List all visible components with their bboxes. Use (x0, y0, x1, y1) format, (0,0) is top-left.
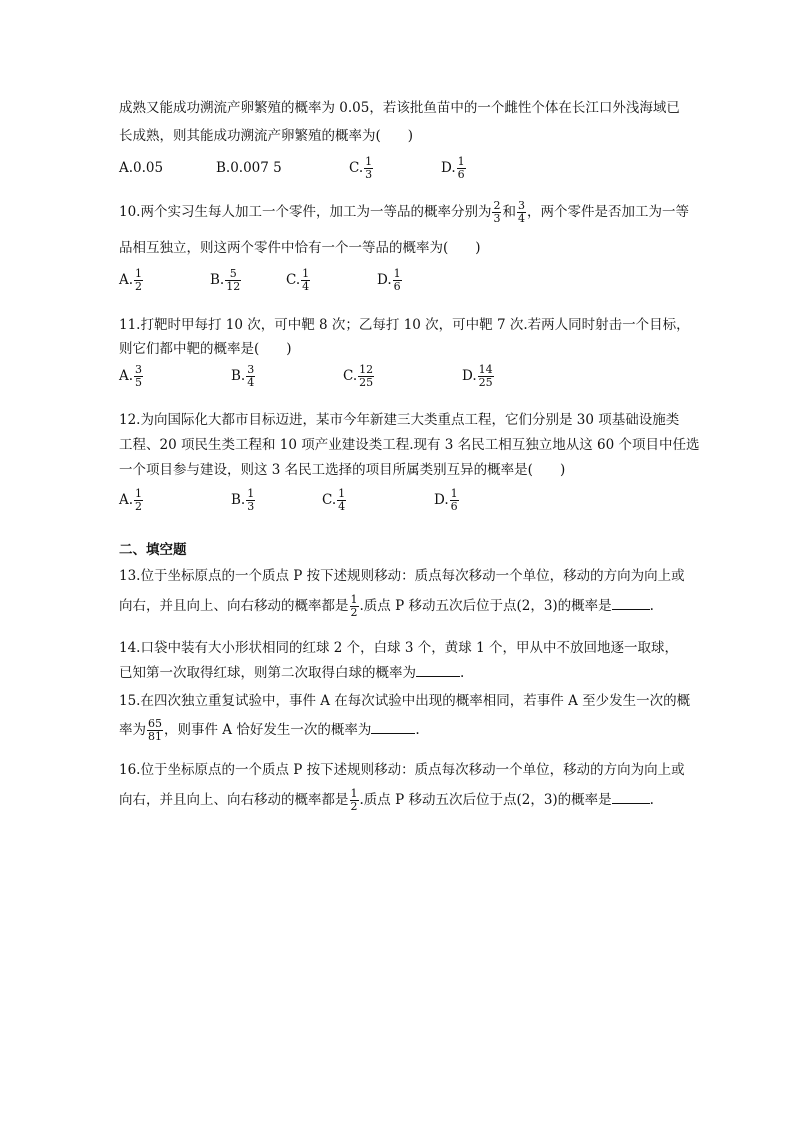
q14-line-2: 已知第一次取得红球，则第二次取得白球的概率为 . (119, 665, 465, 681)
q12-option-b: B. $\frac{1}{3}$ (231, 487, 255, 513)
answer-blank (416, 664, 460, 677)
fraction: $\frac{1}{2}$ (135, 487, 143, 513)
q14-line-1: 14.口袋中装有大小形状相同的红球 2 个，白球 3 个，黄球 1 个，甲从中不放回地逐一取球， (119, 640, 678, 656)
section-heading-fill-in: 二、填空题 (119, 542, 187, 558)
fraction: $\frac{3}{4}$ (247, 363, 255, 389)
q9-option-c: C. $\frac{1}{3}$ (349, 155, 373, 181)
fraction: $\frac{3}{5}$ (135, 363, 143, 389)
fraction: $\frac{1}{6}$ (450, 487, 458, 513)
q9-option-a: A.0.05 (119, 160, 164, 176)
fraction: $\frac{1}{3}$ (247, 487, 255, 513)
answer-blank (371, 721, 415, 734)
fraction: $\frac{3}{4}$ (517, 199, 525, 225)
q9-option-d: D. $\frac{1}{6}$ (441, 155, 465, 181)
fraction: $\frac{14}{25}$ (478, 363, 493, 389)
fraction: $\frac{12}{25}$ (359, 363, 374, 389)
q11-option-b: B. $\frac{3}{4}$ (231, 363, 255, 389)
q10-line-1: 10.两个实习生每人加工一个零件，加工为一等品的概率分别为 $\frac{2}{3}$ 和 $\frac{3}{4}$ ，两个零件是否加工为一等 (119, 199, 689, 225)
q10-option-c: C. $\frac{1}{4}$ (286, 267, 310, 293)
q11-line-1: 11.打靶时甲每打 10 次，可中靶 8 次；乙每打 10 次，可中靶 7 次.若两人同时射击一个目标， (119, 317, 690, 333)
fraction: $\frac{1}{2}$ (135, 267, 143, 293)
q12-option-a: A. $\frac{1}{2}$ (119, 487, 143, 513)
answer-blank (612, 791, 650, 804)
q15-line-2: 率为 $\frac{65}{81}$ ，则事件 A 恰好发生一次的概率为 . (119, 717, 420, 743)
q11-option-c: C. $\frac{12}{25}$ (343, 363, 374, 389)
q10-line-2: 品相互独立，则这两个零件中恰有一个一等品的概率为( ) (119, 240, 481, 256)
q11-line-2: 则它们都中靶的概率是( ) (119, 341, 292, 357)
q12-option-d: D. $\frac{1}{6}$ (434, 487, 458, 513)
q9-option-b: B.0.007 5 (216, 160, 282, 176)
q9-line-2: 长成熟，则其能成功溯流产卵繁殖的概率为( ) (119, 128, 414, 144)
fraction: $\frac{1}{2}$ (350, 787, 358, 813)
fraction: $\frac{5}{12}$ (226, 267, 241, 293)
q11-option-d: D. $\frac{14}{25}$ (462, 363, 493, 389)
fraction: $\frac{1}{6}$ (457, 155, 465, 181)
fraction: $\frac{1}{4}$ (338, 487, 346, 513)
q16-line-2: 向右，并且向上、向右移动的概率都是 $\frac{1}{2}$ .质点 P 移动五次后位于点(2，3)的概率是 . (119, 787, 654, 813)
q10-option-a: A. $\frac{1}{2}$ (119, 267, 143, 293)
fraction: $\frac{1}{6}$ (393, 267, 401, 293)
q15-line-1: 15.在四次独立重复试验中，事件 A 在每次试验中出现的概率相同，若事件 A 至少发生一次的概 (119, 693, 691, 709)
q12-option-c: C. $\frac{1}{4}$ (322, 487, 346, 513)
q12-line-1: 12.为向国际化大都市目标迈进，某市今年新建三大类重点工程，它们分别是 30 项基础设施类 (119, 412, 680, 428)
fraction: $\frac{65}{81}$ (148, 717, 162, 743)
q10-option-d: D. $\frac{1}{6}$ (377, 267, 401, 293)
q13-line-1: 13.位于坐标原点的一个质点 P 按下述规则移动：质点每次移动一个单位，移动的方向为向上或 (119, 568, 685, 584)
q12-line-2: 工程、20 项民生类工程和 10 项产业建设类工程.现有 3 名民工相互独立地从这 60 个项目中任选 (119, 437, 700, 453)
answer-blank (612, 597, 650, 610)
fraction: $\frac{2}{3}$ (493, 199, 501, 225)
q9-line-1: 成熟又能成功溯流产卵繁殖的概率为 0.05，若该批鱼苗中的一个雌性个体在长江口外浅海域已 (119, 100, 680, 116)
fraction: $\frac{1}{2}$ (350, 593, 358, 619)
q12-line-3: 一个项目参与建设，则这 3 名民工选择的项目所属类别互异的概率是( ) (119, 462, 566, 478)
fraction: $\frac{1}{4}$ (302, 267, 310, 293)
fraction: $\frac{1}{3}$ (365, 155, 373, 181)
q13-line-2: 向右，并且向上、向右移动的概率都是 $\frac{1}{2}$ .质点 P 移动五次后位于点(2，3)的概率是 . (119, 593, 654, 619)
q16-line-1: 16.位于坐标原点的一个质点 P 按下述规则移动：质点每次移动一个单位，移动的方向为向上或 (119, 762, 685, 778)
q10-option-b: B. $\frac{5}{12}$ (210, 267, 241, 293)
q11-option-a: A. $\frac{3}{5}$ (119, 363, 143, 389)
